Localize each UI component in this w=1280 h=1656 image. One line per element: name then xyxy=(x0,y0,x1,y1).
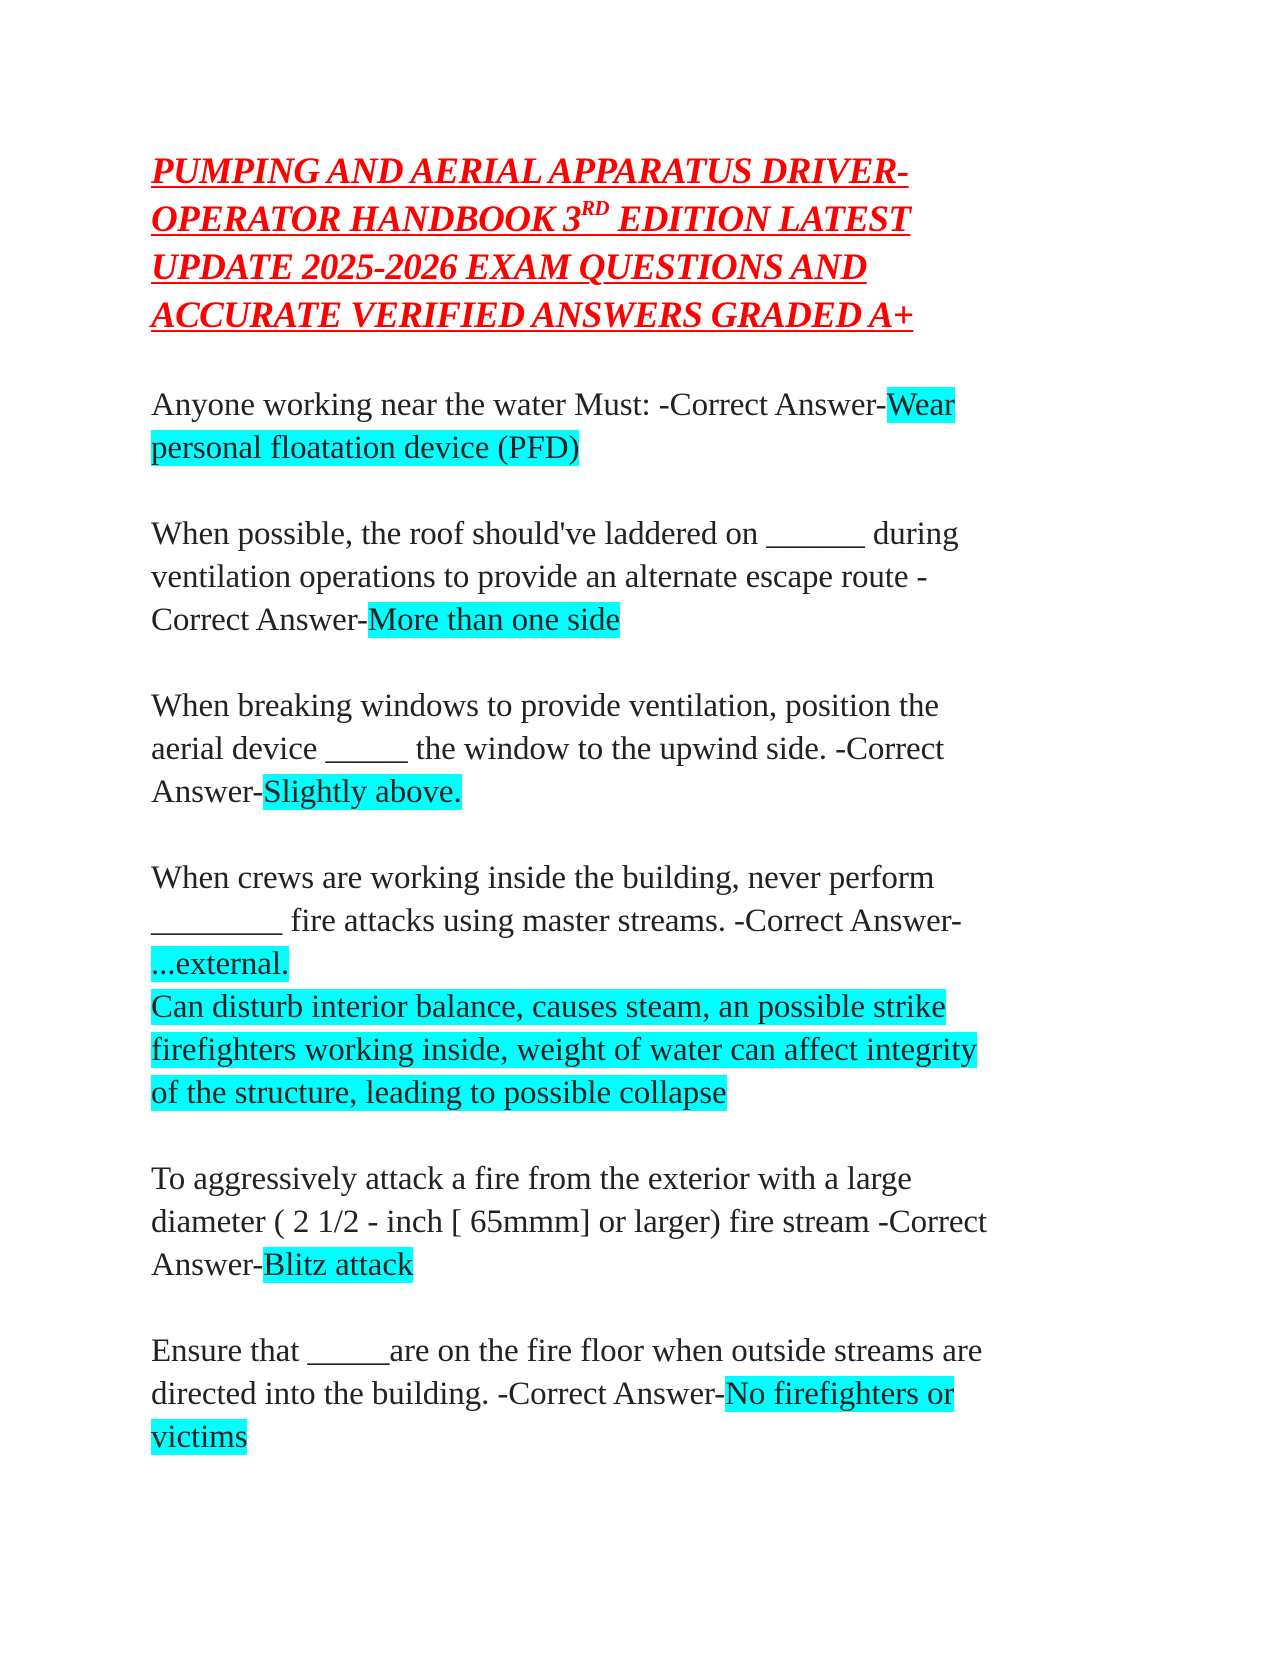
qa-1-line-2 xyxy=(151,427,1131,470)
qa-5-line-3 xyxy=(151,1244,1131,1287)
qa-6-line-3 xyxy=(151,1416,1131,1459)
qa-4-line-6 xyxy=(151,1072,1131,1115)
qa-item-6 xyxy=(151,1330,1131,1459)
document-title xyxy=(151,148,1131,340)
highlighted-answer: Wear xyxy=(886,387,955,423)
qa-4-line-2: ________ fire attacks using master streams. -Correct Answer- xyxy=(151,903,962,939)
highlighted-answer: Blitz attack xyxy=(263,1247,414,1283)
qa-1-line-1 xyxy=(151,384,1131,427)
question-text: Anyone working near the water Must: -Correct Answer- xyxy=(151,387,887,423)
qa-2-line-2: ventilation operations to provide an alternate escape route - xyxy=(151,559,928,595)
question-text: Answer- xyxy=(151,1247,264,1283)
highlighted-answer: ...external. xyxy=(151,946,290,982)
title-ordinal-suffix: RD xyxy=(580,196,609,220)
highlighted-answer: firefighters working inside, weight of water can affect integrity xyxy=(151,1032,977,1068)
qa-6-line-1: Ensure that _____are on the fire floor when outside streams are xyxy=(151,1333,983,1369)
qa-2-line-3 xyxy=(151,599,1131,642)
qa-3-line-1: When breaking windows to provide ventilation, position the xyxy=(151,688,939,724)
qa-6-line-2 xyxy=(151,1373,1131,1416)
qa-4-line-3 xyxy=(151,943,1131,986)
question-text: Answer- xyxy=(151,774,264,810)
qa-item-5 xyxy=(151,1158,1131,1287)
highlighted-answer: No firefighters or xyxy=(725,1376,955,1412)
title-line-2 xyxy=(151,196,1131,244)
qa-4-line-1: When crews are working inside the building, never perform xyxy=(151,860,935,896)
document-page xyxy=(151,148,1131,1459)
qa-item-2 xyxy=(151,513,1131,642)
qa-3-line-2: aerial device _____ the window to the upwind side. -Correct xyxy=(151,731,945,767)
qa-5-line-1: To aggressively attack a fire from the exterior with a large xyxy=(151,1161,912,1197)
qa-3-line-3 xyxy=(151,771,1131,814)
title-line-4: ACCURATE VERIFIED ANSWERS GRADED A+ xyxy=(151,295,914,336)
title-line-3: UPDATE 2025-2026 EXAM QUESTIONS AND xyxy=(151,247,867,288)
question-text: Correct Answer- xyxy=(151,602,368,638)
highlighted-answer: of the structure, leading to possible collapse xyxy=(151,1075,727,1111)
qa-item-4 xyxy=(151,857,1131,1115)
qa-item-3 xyxy=(151,685,1131,814)
highlighted-answer: victims xyxy=(151,1419,248,1455)
title-line-2-start: OPERATOR HANDBOOK 3 xyxy=(151,199,581,240)
qa-2-line-1: When possible, the roof should've laddered on ______ during xyxy=(151,516,959,552)
qa-5-line-2: diameter ( 2 1/2 - inch [ 65mmm] or larger) fire stream -Correct xyxy=(151,1204,988,1240)
question-text: directed into the building. -Correct Answer- xyxy=(151,1376,726,1412)
qa-4-line-4 xyxy=(151,986,1131,1029)
title-line-1: PUMPING AND AERIAL APPARATUS DRIVER- xyxy=(151,151,909,192)
highlighted-answer: Slightly above. xyxy=(263,774,462,810)
title-line-2-end: EDITION LATEST xyxy=(608,199,911,240)
highlighted-answer: More than one side xyxy=(367,602,620,638)
highlighted-answer: personal floatation device (PFD) xyxy=(151,430,580,466)
qa-item-1 xyxy=(151,384,1131,470)
highlighted-answer: Can disturb interior balance, causes steam, an possible strike xyxy=(151,989,946,1025)
qa-4-line-5 xyxy=(151,1029,1131,1072)
